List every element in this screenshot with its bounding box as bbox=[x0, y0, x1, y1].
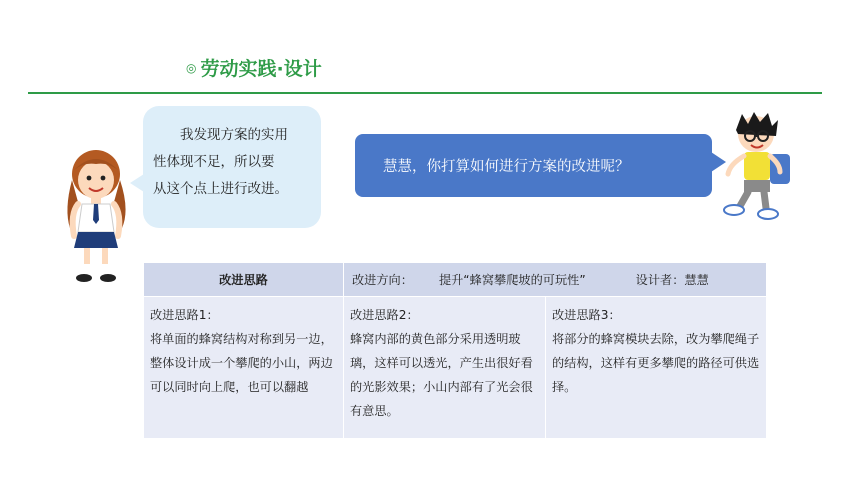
boy-speech-text: 慧慧，你打算如何进行方案的改进呢？ bbox=[383, 159, 630, 175]
direction-label: 改进方向： bbox=[352, 273, 413, 287]
table-header-row bbox=[144, 263, 767, 297]
improvement-table bbox=[143, 262, 767, 439]
boy-speech-bubble bbox=[355, 134, 712, 197]
table-header-label: 改进思路 bbox=[144, 263, 344, 297]
girl-speech-line-1: 我发现方案的实用 bbox=[180, 127, 288, 143]
idea-text-2: 蜂窝内部的黄色部分采用透明玻璃，这样可以透光，产生出很好看的光影效果；小山内部有了光会很有意思。 bbox=[350, 332, 533, 418]
divider bbox=[28, 92, 822, 94]
idea-title-3: 改进思路3： bbox=[552, 308, 621, 322]
circle-target-icon: ◎ bbox=[186, 61, 197, 75]
idea-title-2: 改进思路2： bbox=[350, 308, 419, 322]
girl-speech-bubble bbox=[143, 106, 321, 228]
table-row bbox=[144, 297, 767, 439]
idea-title-1: 改进思路1： bbox=[150, 308, 219, 322]
table-header-info bbox=[344, 263, 767, 297]
designer-label: 设计者：慧慧 bbox=[635, 273, 709, 287]
idea-cell-1 bbox=[144, 297, 344, 439]
boy-character-illustration bbox=[718, 110, 804, 222]
page-title bbox=[186, 52, 322, 82]
idea-text-1: 将单面的蜂窝结构对称到另一边，整体设计成一个攀爬的小山，两边可以同时向上爬，也可以翻越 bbox=[150, 332, 333, 394]
girl-speech-line-3: 从这个点上进行改进。 bbox=[153, 181, 288, 197]
idea-cell-3 bbox=[546, 297, 767, 439]
idea-text-3: 将部分的蜂窝模块去除，改为攀爬绳子的结构，这样有更多攀爬的路径可供选择。 bbox=[552, 332, 760, 394]
girl-character-illustration bbox=[58, 140, 134, 290]
girl-speech-line-2: 性体现不足，所以要 bbox=[153, 154, 275, 170]
idea-cell-2 bbox=[344, 297, 546, 439]
direction-value: 提升“蜂窝攀爬坡的可玩性” bbox=[438, 273, 586, 287]
page-title-text: 劳动实践·设计 bbox=[200, 57, 322, 80]
